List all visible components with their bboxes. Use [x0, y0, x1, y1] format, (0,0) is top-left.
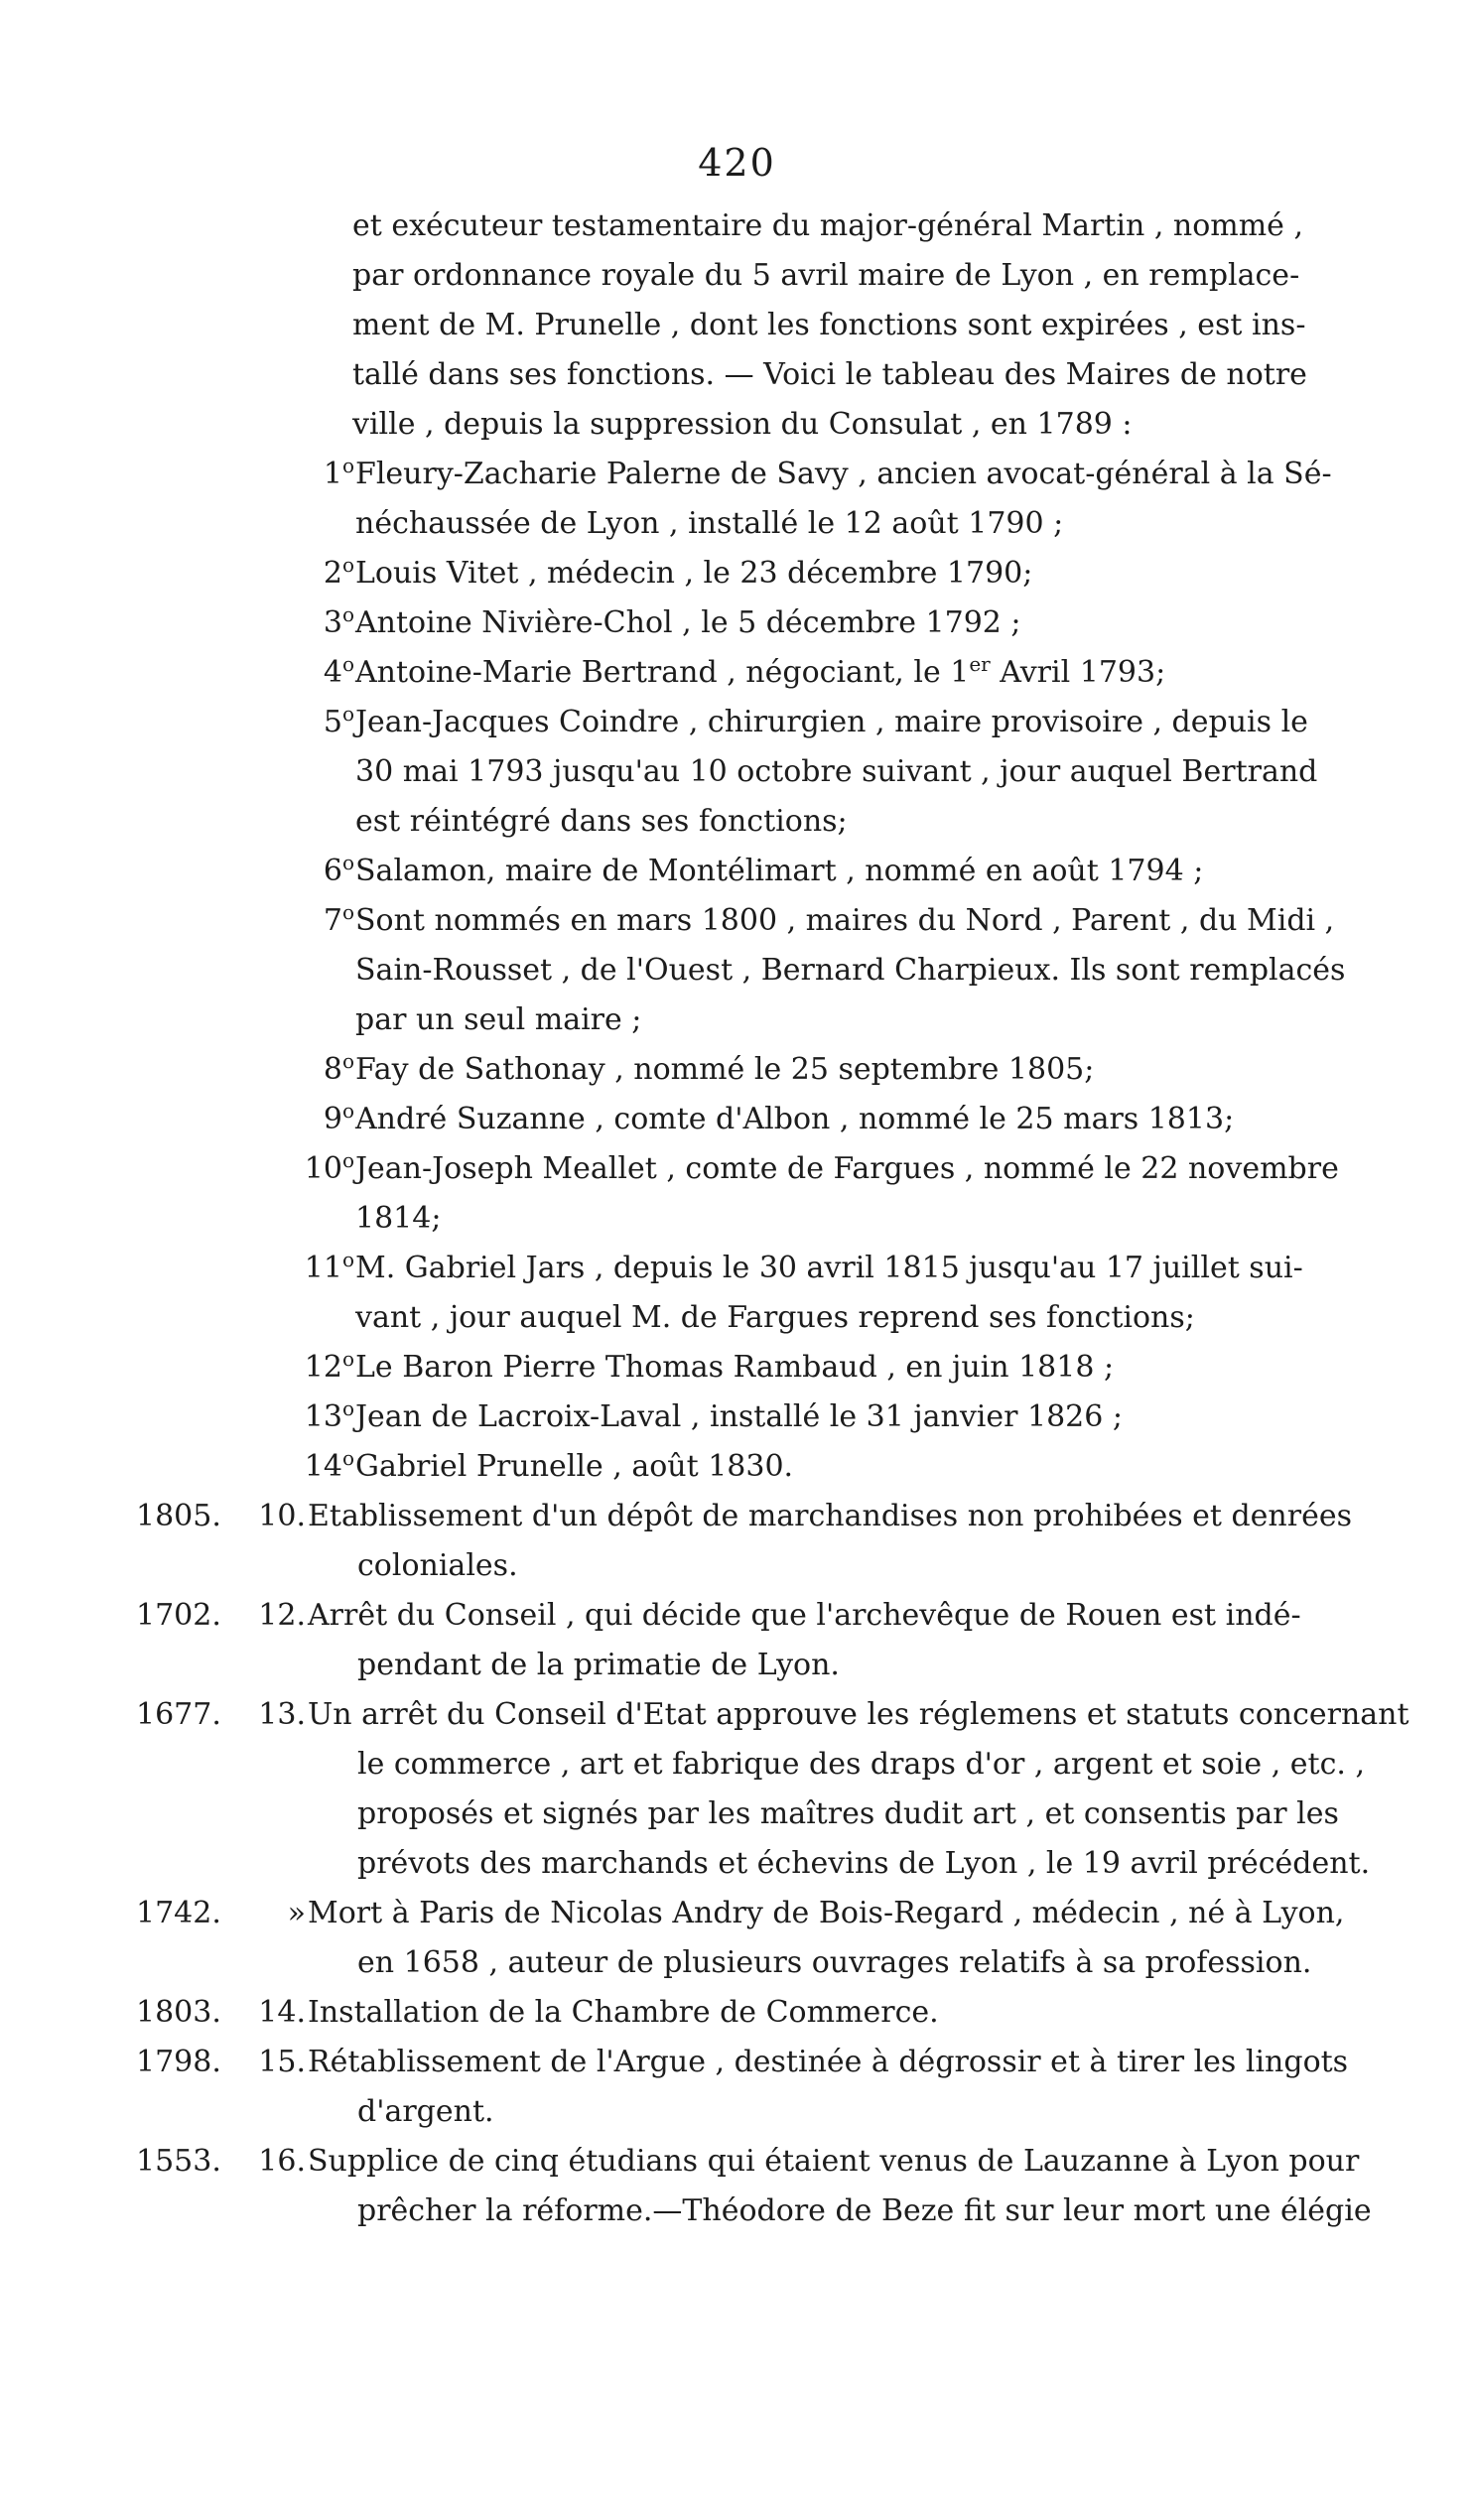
- mayor-text: Louis Vitet , médecin , le 23 décembre 1790;: [355, 556, 1033, 591]
- entry-text: Arrêt du Conseil , qui décide que l'archevêque de Rouen est indé-: [308, 1598, 1301, 1633]
- mayor-text: néchaussée de Lyon , installé le 12 août 1790 ;: [355, 506, 1064, 541]
- entry-day: 13.: [258, 1697, 306, 1732]
- entry-text: pendant de la primatie de Lyon.: [357, 1648, 840, 1682]
- entry-day: 16.: [258, 2144, 306, 2179]
- entry-text: proposés et signés par les maîtres dudit art , et consentis par les: [357, 1796, 1339, 1831]
- mayor-text: est réintégré dans ses fonctions;: [355, 804, 848, 839]
- mayor-number: 3$^o$: [323, 602, 354, 640]
- mayor-number: 10$^o$: [304, 1148, 354, 1186]
- mayor-text: Fay de Sathonay , nommé le 25 septembre 1805;: [355, 1052, 1095, 1087]
- intro-line: par ordonnance royale du 5 avril maire de Lyon , en remplace-: [352, 258, 1300, 293]
- entry-text: prêcher la réforme.—Théodore de Beze fit sur leur mort une élégie: [357, 2193, 1372, 2228]
- entry-text: Etablissement d'un dépôt de marchandises non prohibées et denrées: [308, 1499, 1352, 1533]
- entry-year: 1702.: [136, 1598, 221, 1633]
- intro-line: et exécuteur testamentaire du major-général Martin , nommé ,: [352, 208, 1303, 243]
- mayor-number: 7$^o$: [323, 900, 354, 938]
- entry-day: 15.: [258, 2045, 306, 2079]
- mayor-number: 13$^o$: [304, 1396, 354, 1434]
- page-number: 420: [698, 141, 776, 185]
- mayor-number: 6$^o$: [323, 851, 354, 888]
- entry-text: Un arrêt du Conseil d'Etat approuve les réglemens et statuts concernant: [308, 1697, 1409, 1732]
- mayor-number: 14$^o$: [304, 1446, 354, 1484]
- entry-text: prévots des marchands et échevins de Lyon , le 19 avril précédent.: [357, 1846, 1371, 1881]
- mayor-number: 4$^o$: [323, 652, 354, 690]
- entry-day: 10.: [258, 1499, 306, 1533]
- entry-text: d'argent.: [357, 2094, 494, 2129]
- mayor-text: Sain-Rousset , de l'Ouest , Bernard Charpieux. Ils sont remplacés: [355, 953, 1346, 988]
- entry-year: 1798.: [136, 2045, 221, 2079]
- entry-text: Mort à Paris de Nicolas Andry de Bois-Regard , médecin , né à Lyon,: [308, 1896, 1345, 1930]
- intro-line: ville , depuis la suppression du Consulat , en 1789 :: [352, 407, 1133, 442]
- entry-year: 1677.: [136, 1697, 221, 1732]
- mayor-number: 11$^o$: [304, 1248, 354, 1285]
- intro-line: tallé dans ses fonctions. — Voici le tableau des Maires de notre: [352, 357, 1307, 392]
- mayor-number: 1$^o$: [323, 454, 354, 491]
- mayor-text: André Suzanne , comte d'Albon , nommé le 25 mars 1813;: [355, 1102, 1235, 1136]
- entry-day: 14.: [258, 1995, 306, 2030]
- mayor-text: 30 mai 1793 jusqu'au 10 octobre suivant , jour auquel Bertrand: [355, 754, 1318, 789]
- entry-year: 1553.: [136, 2144, 221, 2179]
- entry-year: 1742.: [136, 1896, 221, 1930]
- mayor-text: Jean de Lacroix-Laval , installé le 31 janvier 1826 ;: [355, 1399, 1123, 1434]
- entry-text: Rétablissement de l'Argue , destinée à dégrossir et à tirer les lingots: [308, 2045, 1349, 2079]
- mayor-number: 5$^o$: [323, 702, 354, 739]
- mayor-number: 8$^o$: [323, 1049, 354, 1087]
- mayor-text: Antoine-Marie Bertrand , négociant, le 1er Avril 1793;: [355, 652, 1166, 690]
- mayor-number: 12$^o$: [304, 1347, 354, 1385]
- mayor-number: 2$^o$: [323, 553, 354, 591]
- mayor-text: Fleury-Zacharie Palerne de Savy , ancien avocat-général à la Sé-: [355, 457, 1332, 491]
- mayor-text: Gabriel Prunelle , août 1830.: [355, 1449, 794, 1484]
- mayor-text: Le Baron Pierre Thomas Rambaud , en juin 1818 ;: [355, 1350, 1115, 1385]
- intro-line: ment de M. Prunelle , dont les fonctions sont expirées , est ins-: [352, 308, 1306, 342]
- mayor-text: vant , jour auquel M. de Fargues reprend ses fonctions;: [355, 1300, 1195, 1335]
- mayor-text: Salamon, maire de Montélimart , nommé en août 1794 ;: [355, 854, 1204, 888]
- entry-year: 1803.: [136, 1995, 221, 2030]
- entry-text: Supplice de cinq étudians qui étaient venus de Lauzanne à Lyon pour: [308, 2144, 1360, 2179]
- entry-text: en 1658 , auteur de plusieurs ouvrages relatifs à sa profession.: [357, 1945, 1312, 1980]
- mayor-text: Jean-Jacques Coindre , chirurgien , maire provisoire , depuis le: [355, 705, 1308, 739]
- mayor-text: 1814;: [355, 1201, 442, 1236]
- mayor-text: Antoine Nivière-Chol , le 5 décembre 1792 ;: [355, 605, 1021, 640]
- entry-text: coloniales.: [357, 1548, 518, 1583]
- entry-day: 12.: [258, 1598, 306, 1633]
- mayor-text: Sont nommés en mars 1800 , maires du Nord , Parent , du Midi ,: [355, 903, 1335, 938]
- mayor-text: M. Gabriel Jars , depuis le 30 avril 1815 jusqu'au 17 juillet sui-: [355, 1251, 1303, 1285]
- mayor-text: par un seul maire ;: [355, 1002, 642, 1037]
- mayor-text: Jean-Joseph Meallet , comte de Fargues , nommé le 22 novembre: [355, 1151, 1339, 1186]
- entry-text: le commerce , art et fabrique des draps d'or , argent et soie , etc. ,: [357, 1747, 1366, 1782]
- entry-day: »: [287, 1896, 306, 1930]
- entry-text: Installation de la Chambre de Commerce.: [308, 1995, 939, 2030]
- entry-year: 1805.: [136, 1499, 221, 1533]
- mayor-number: 9$^o$: [323, 1099, 354, 1136]
